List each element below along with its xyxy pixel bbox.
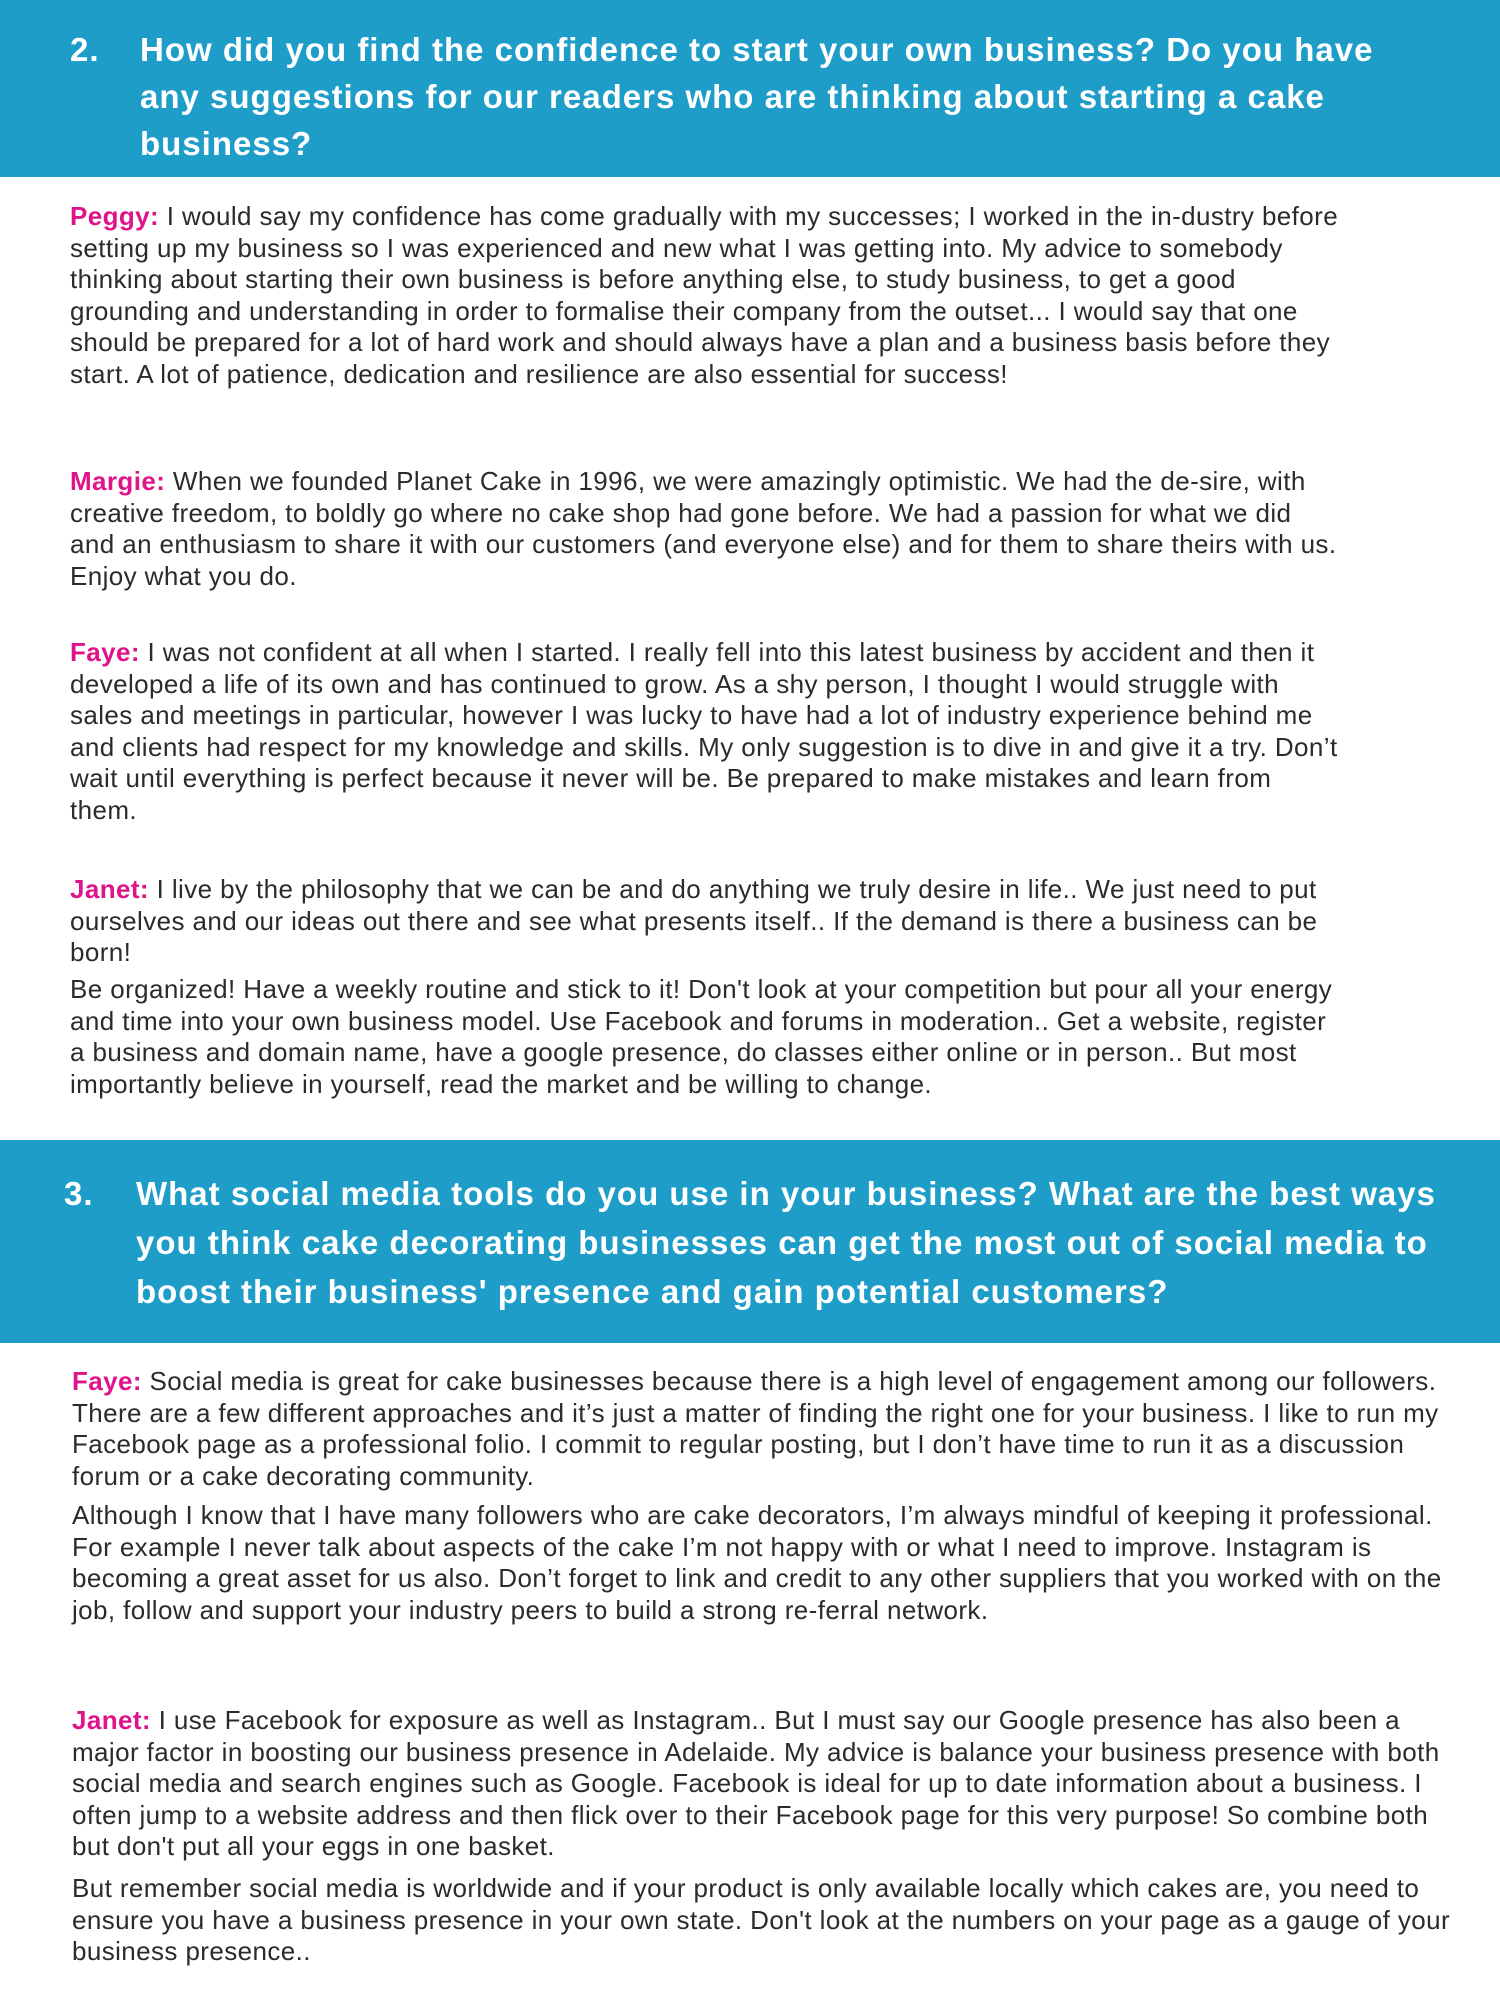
answer-text: I use Facebook for exposure as well as Instagram.. But I must say our Google presence has also been a major factor in boosting our business presence in Adelaide. My advice is balance your business presence with both social media and search engines such as Google. Facebook is ideal for up to date information about a business. I often jump to a website address and then flick over to their Facebook page for this very purpose! So combine both but don't put all your eggs in one basket. [72,1705,1440,1861]
answer-janet-continued [70,974,1340,1100]
answer-faye-continued [72,1500,1442,1626]
answer-text: Although I know that I have many followers who are cake decorators, I’m always mindful of keeping it professional. For example I never talk about aspects of the cake I’m not happy with or what I need to improve. Instagram is becoming a great asset for us also. Don’t forget to link and credit to any other suppliers that you worked with on the job, follow and support your industry peers to build a strong re-ferral network. [72,1500,1442,1625]
question-text: How did you find the confidence to start your own business? Do you have any suggestions for our readers who are thinking about starting a cake business? [140,31,1374,162]
answer-janet [70,874,1340,969]
answer-text: Social media is great for cake businesses because there is a high level of engagement among our followers. There are a few different approaches and it’s just a matter of finding the right one for your business. I like to run my Facebook page as a professional folio. I commit to regular posting, but I don’t have time to run it as a discussion forum or a cake decorating community. [72,1366,1439,1491]
answer-text: Be organized! Have a weekly routine and stick to it! Don't look at your competition but pour all your energy and time into your own business model. Use Facebook and forums in moderation.. Get a website, register a business and domain name, have a google presence, do classes either online or in person.. But most importantly believe in yourself, read the market and be willing to change. [70,974,1333,1099]
speaker-name: Janet: [72,1705,151,1735]
answer-faye [70,637,1340,826]
answer-text: But remember social media is worldwide and if your product is only available locally which cakes are, you need to ensure you have a business presence in your own state. Don't look at the numbers on your page as a gauge of your business presence.. [72,1873,1451,1966]
answer-text: When we founded Planet Cake in 1996, we were amazingly optimistic. We had the de-sire, with creative freedom, to boldly go where no cake shop had gone before. We had a passion for what we did and an enthusiasm to share it with our customers (and everyone else) and for them to share theirs with us. Enjoy what you do. [70,466,1337,591]
speaker-name: Faye: [70,637,140,667]
answer-text: I live by the philosophy that we can be and do anything we truly desire in life.. We just need to put ourselves and our ideas out there and see what presents itself.. If the demand is there a business can be born! [70,874,1318,967]
answer-margie [70,466,1340,592]
answer-faye [72,1366,1442,1492]
answer-text: I was not confident at all when I started. I really fell into this latest business by accident and then it developed a life of its own and has continued to grow. As a shy person, I thought I would struggle with sales and meetings in particular, however I was lucky to have had a lot of industry experience behind me and clients had respect for my knowledge and skills. My only suggestion is to dive in and give it a try. Don’t wait until everything is perfect because it never will be. Be prepared to make mistakes and learn from them. [70,637,1338,825]
speaker-name: Faye: [72,1366,142,1396]
speaker-name: Janet: [70,874,149,904]
question-2-banner [0,0,1500,177]
question-number: 2. [70,31,100,68]
answer-janet [72,1705,1452,1863]
answer-text: I would say my confidence has come gradually with my successes; I worked in the in-dustry before setting up my business so I was experienced and new what I was getting into. My advice to somebody thinking about starting their own business is before anything else, to study business, to get a good grounding and understanding in order to formalise their company from the outset... I would say that one should be prepared for a lot of hard work and should always have a plan and a business basis before they start. A lot of patience, dedication and resilience are also essential for success! [70,201,1339,389]
question-text: What social media tools do you use in your business? What are the best ways you think cake decorating businesses can get the most out of social media to boost their business' presence and gain potential customers? [136,1175,1436,1310]
speaker-name: Margie: [70,466,166,496]
question-3-banner [0,1140,1500,1343]
answer-peggy [70,201,1350,390]
answer-janet-continued [72,1873,1452,1968]
question-number: 3. [64,1175,94,1212]
speaker-name: Peggy: [70,201,160,231]
